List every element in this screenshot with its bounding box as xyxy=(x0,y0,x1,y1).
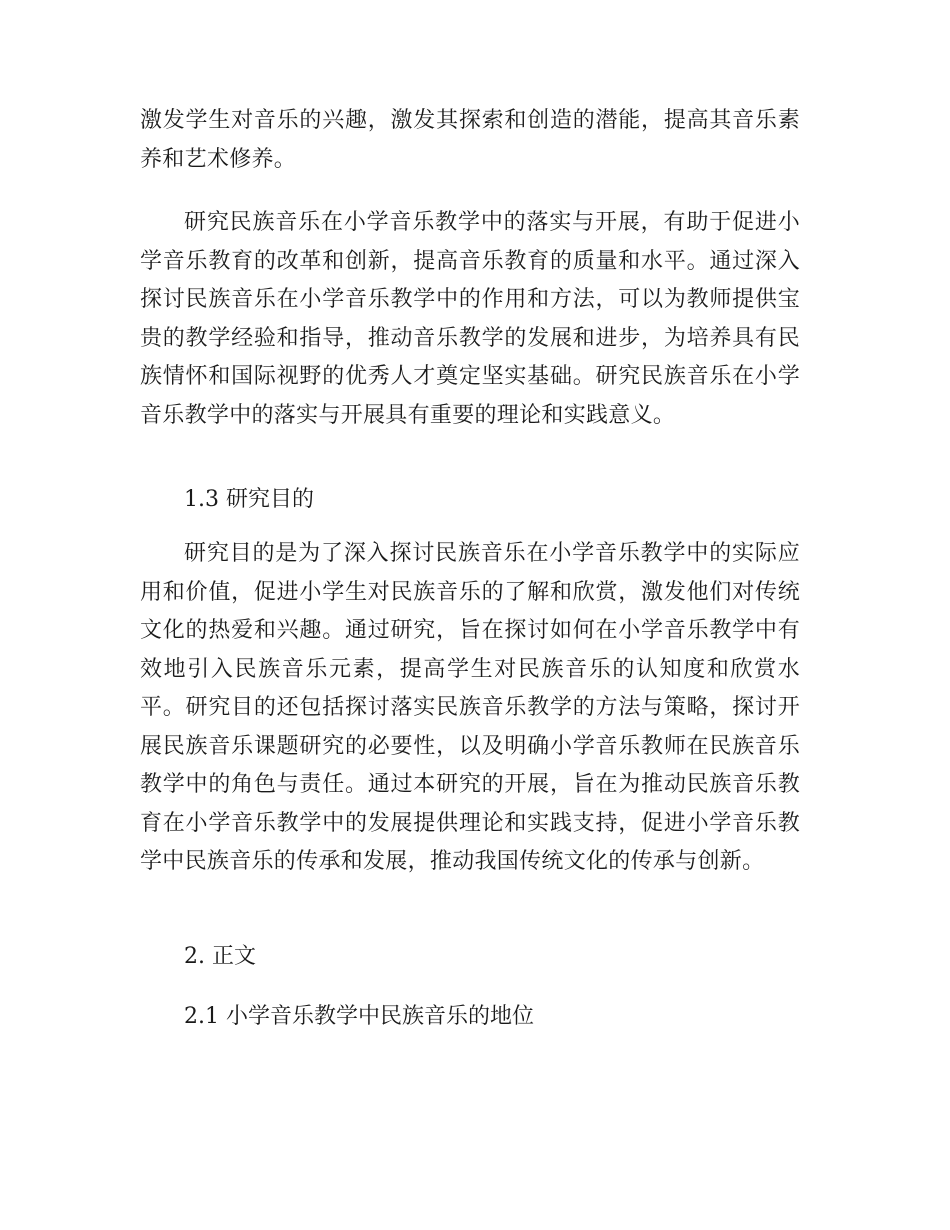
paragraph-continuation: 激发学生对音乐的兴趣，激发其探索和创造的潜能，提高其音乐素养和艺术修养。 xyxy=(140,108,800,172)
paragraph-research-purpose: 研究目的是为了深入探讨民族音乐在小学音乐教学中的实际应用和价值，促进小学生对民族音乐的了解和欣赏，激发他们对传统文化的热爱和兴趣。通过研究，旨在探讨如何在小学音乐教学中有效地引入民族音乐元素，提高学生对民族音乐的认知度和欣赏水平。研究目的还包括探讨落实民族音乐教学的方法与策略，探讨开展民族音乐课题研究的必要性，以及明确小学音乐教师在民族音乐教学中的角色与责任。通过本研究的开展，旨在为推动民族音乐教育在小学音乐教学中的发展提供理论和实践支持，促进小学音乐教学中民族音乐的传承和发展，推动我国传统文化的传承与创新。 xyxy=(140,541,800,874)
heading-section-1-3: 1.3 研究目的 xyxy=(184,487,314,512)
heading-section-2-1: 2.1 小学音乐教学中民族音乐的地位 xyxy=(184,1004,534,1029)
heading-section-2: 2. 正文 xyxy=(184,944,256,969)
paragraph-research-significance: 研究民族音乐在小学音乐教学中的落实与开展，有助于促进小学音乐教育的改革和创新，提高音乐教育的质量和水平。通过深入探讨民族音乐在小学音乐教学中的作用和方法，可以为教师提供宝贵的教学经验和指导，推动音乐教学的发展和进步，为培养具有民族情怀和国际视野的优秀人才奠定坚实基础。研究民族音乐在小学音乐教学中的落实与开展具有重要的理论和实践意义。 xyxy=(140,210,800,428)
